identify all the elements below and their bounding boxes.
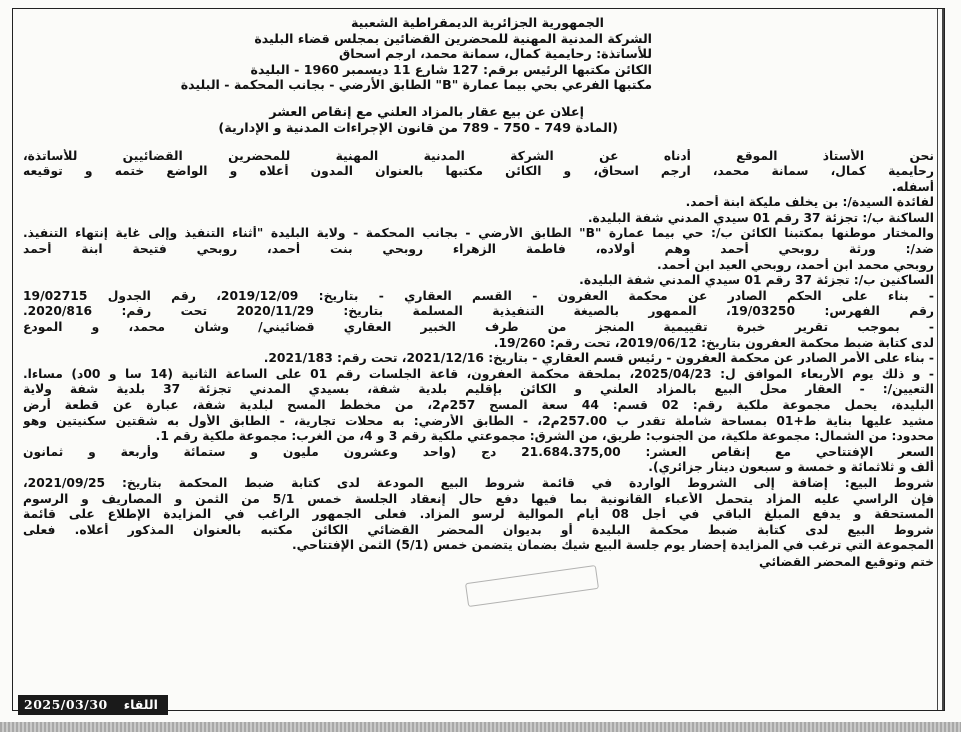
legal-notice	[12, 8, 945, 711]
body-line: المجموعة التي ترغب في المزايدة إحضار يوم جلسة البيع شيك بضمان يتضمن خمس (5/1) الثمن الإفتتاحي.	[292, 538, 934, 553]
body-line: ضد/: ورثة روبحي أحمد وهم أولاده، فاطمة الزهراء روبحي بنت أحمد، روبحي فتيحة ابنة أحمد	[23, 242, 934, 257]
body-line: السعر الإفتتاحي مع إنقاص العشر: 21.684.375,00 دج (واحد وعشرون مليون و ستمائة وأربعة و ثمانون	[23, 444, 934, 459]
body-line: البليدة، يحمل مجموعة ملكية رقم: 02 قسم: 44 سعة المسح 257م2، من مخطط المسح لبلدية شفة، عبارة عن قطعة أرض	[23, 398, 934, 412]
footer-bar	[18, 694, 214, 716]
notice-subtitle: (المادة 749 - 750 - 789 من قانون الإجراءات المدنية و الإدارية)	[218, 120, 618, 136]
page-edge	[0, 722, 961, 732]
newspaper-name: اللقاء	[114, 695, 168, 715]
notice-title: إعلان عن بيع عقار بالمزاد العلني مع إنقاص العشر	[269, 104, 584, 120]
body-line: روبحي محمد ابن أحمد، روبحي العيد ابن أحمد.	[657, 257, 934, 272]
header-branch-office: مكتبها الفرعي بحي بيما عمارة "B" الطابق الأرضي - بجانب المحكمة - البليدة	[180, 77, 652, 92]
body-line: الساكنين ب/: تجزئة 37 رقم 01 سيدي المدني شفة البليدة.	[579, 273, 934, 288]
header-company: الشركة المدنية المهنية للمحضرين القضائين بمجلس قضاء البليدة	[254, 30, 652, 46]
border-rule	[937, 9, 944, 710]
body-line: ألف و ثلاثمائة و خمسة و سبعون دينار جزائري).	[648, 460, 934, 475]
body-line: لفائدة السيدة/: بن يخلف مليكة ابنة أحمد.	[685, 195, 934, 210]
body-line: شروط البيع لدى كتابة ضبط محكمة البليدة أو بديوان المحضر القضائي الكائن مكتبه بالعنوان المذكور أعلاه. فعلى	[23, 522, 934, 537]
publication-date: 2025/03/30	[18, 695, 114, 715]
header-partners: للأساتذة: رحايمية كمال، سمانة محمد، ارجم اسحاق	[339, 46, 652, 61]
body-line: - بناء على الأمر الصادر عن محكمة العفرون - رئيس قسم العقاري - بتاريخ: 2021/12/16، تحت رقم: 2021/183.	[263, 351, 934, 366]
body-line: فإن الراسي عليه المزاد يتحمل الأعباء القانونية بما فيها دفع حال إنعقاد الجلسة خمس 5/1 من الثمن و المصاريف و الرسوم	[23, 491, 934, 506]
body-line: والمختار موطنها بمكتبنا الكائن ب/: حي بيما عمارة "B" الطابق الأرضي - بجانب المحكمة - ولاية البليدة "أثناء التنفيذ وإلى غاية إنتهاء التنفيذ.	[23, 226, 934, 241]
body-line: لدى كتابة ضبط محكمة العفرون بتاريخ: 2019/06/12، تحت رقم: 19/260.	[493, 335, 934, 350]
body-line: رقم الفهرس: 19/03250، الممهور بالصيغة التنفيذية المسلمة بتاريخ: 2020/11/29 تحت رقم: 2020/816.	[23, 304, 934, 319]
body-line: المستحقة و يدفع المبلغ الباقي في أجل 08 أيام الموالية لرسو المزاد. فعلى الجمهور الراغب في المزايدة الإطلاع على قائمة	[23, 507, 934, 522]
body-line: - بناء على الحكم الصادر عن محكمة العفرون - القسم العقاري - بتاريخ: 2019/12/09، رقم الجدول 19/02715	[23, 288, 934, 303]
body-line: شروط البيع: إضافة إلى الشروط الواردة في قائمة شروط البيع المودعة لدى كتابة ضبط المحكمة بتاريخ: 2021/09/25،	[23, 475, 934, 490]
header-republic: الجمهورية الجزائرية الديمقراطية الشعبية	[351, 15, 604, 30]
body-line: - و ذلك يوم الأربعاء الموافق ل: 2025/04/23، بملحقة محكمة العفرون، قاعة الجلسات رقم 01 على الساعة الثانية (14 سا و 00د) مساءا.	[23, 366, 934, 381]
body-line: محدود: من الشمال: مجموعة ملكية، من الجنوب: طريق، من الشرق: مجموعتي ملكية رقم 3 و 4، من الغرب: مجموعة ملكية رقم 1.	[155, 429, 934, 444]
body-line: التعيين/: - العقار محل البيع بالمزاد العلني و الكائن بإقليم بلدية شفة، بسيدي المدني تجزئة 37 بلدية شفة ولاية	[23, 382, 934, 397]
header-main-office: الكائن مكتبها الرئيس برقم: 127 شارع 11 ديسمبر 1960 - البليدة	[250, 61, 652, 77]
body-line: نحن الأستاذ الموقع أدناه عن الشركة المدنية المهنية للمحضرين القضائيين للأساتذة،	[23, 148, 934, 163]
body-line: - بموجب تقرير خبرة تقييمية المنجز من طرف الخبير العقاري قضائيني/ وشان محمد، و المودع	[23, 320, 934, 335]
signature-line: ختم وتوقيع المحضر القضائي	[759, 554, 934, 569]
body-line: الساكنة ب/: تجزئة 37 رقم 01 سيدي المدني شفة البليدة.	[587, 210, 934, 225]
body-line: رحايمية كمال، سمانة محمد، ارجم اسحاق، و الكائن مكتبها بالعنوان المدون أعلاه و الواضع ختمه و توقيعه	[23, 164, 934, 179]
body-line: مشيد عليها بناية ط+01 بمساحة شاملة تقدر ب 257.00م2، - الطابق الأرضي: به محلات تجارية، - الطابق الأول به شقتين سكنيتين وهو	[23, 413, 934, 428]
body-line: أسفله.	[891, 179, 934, 194]
